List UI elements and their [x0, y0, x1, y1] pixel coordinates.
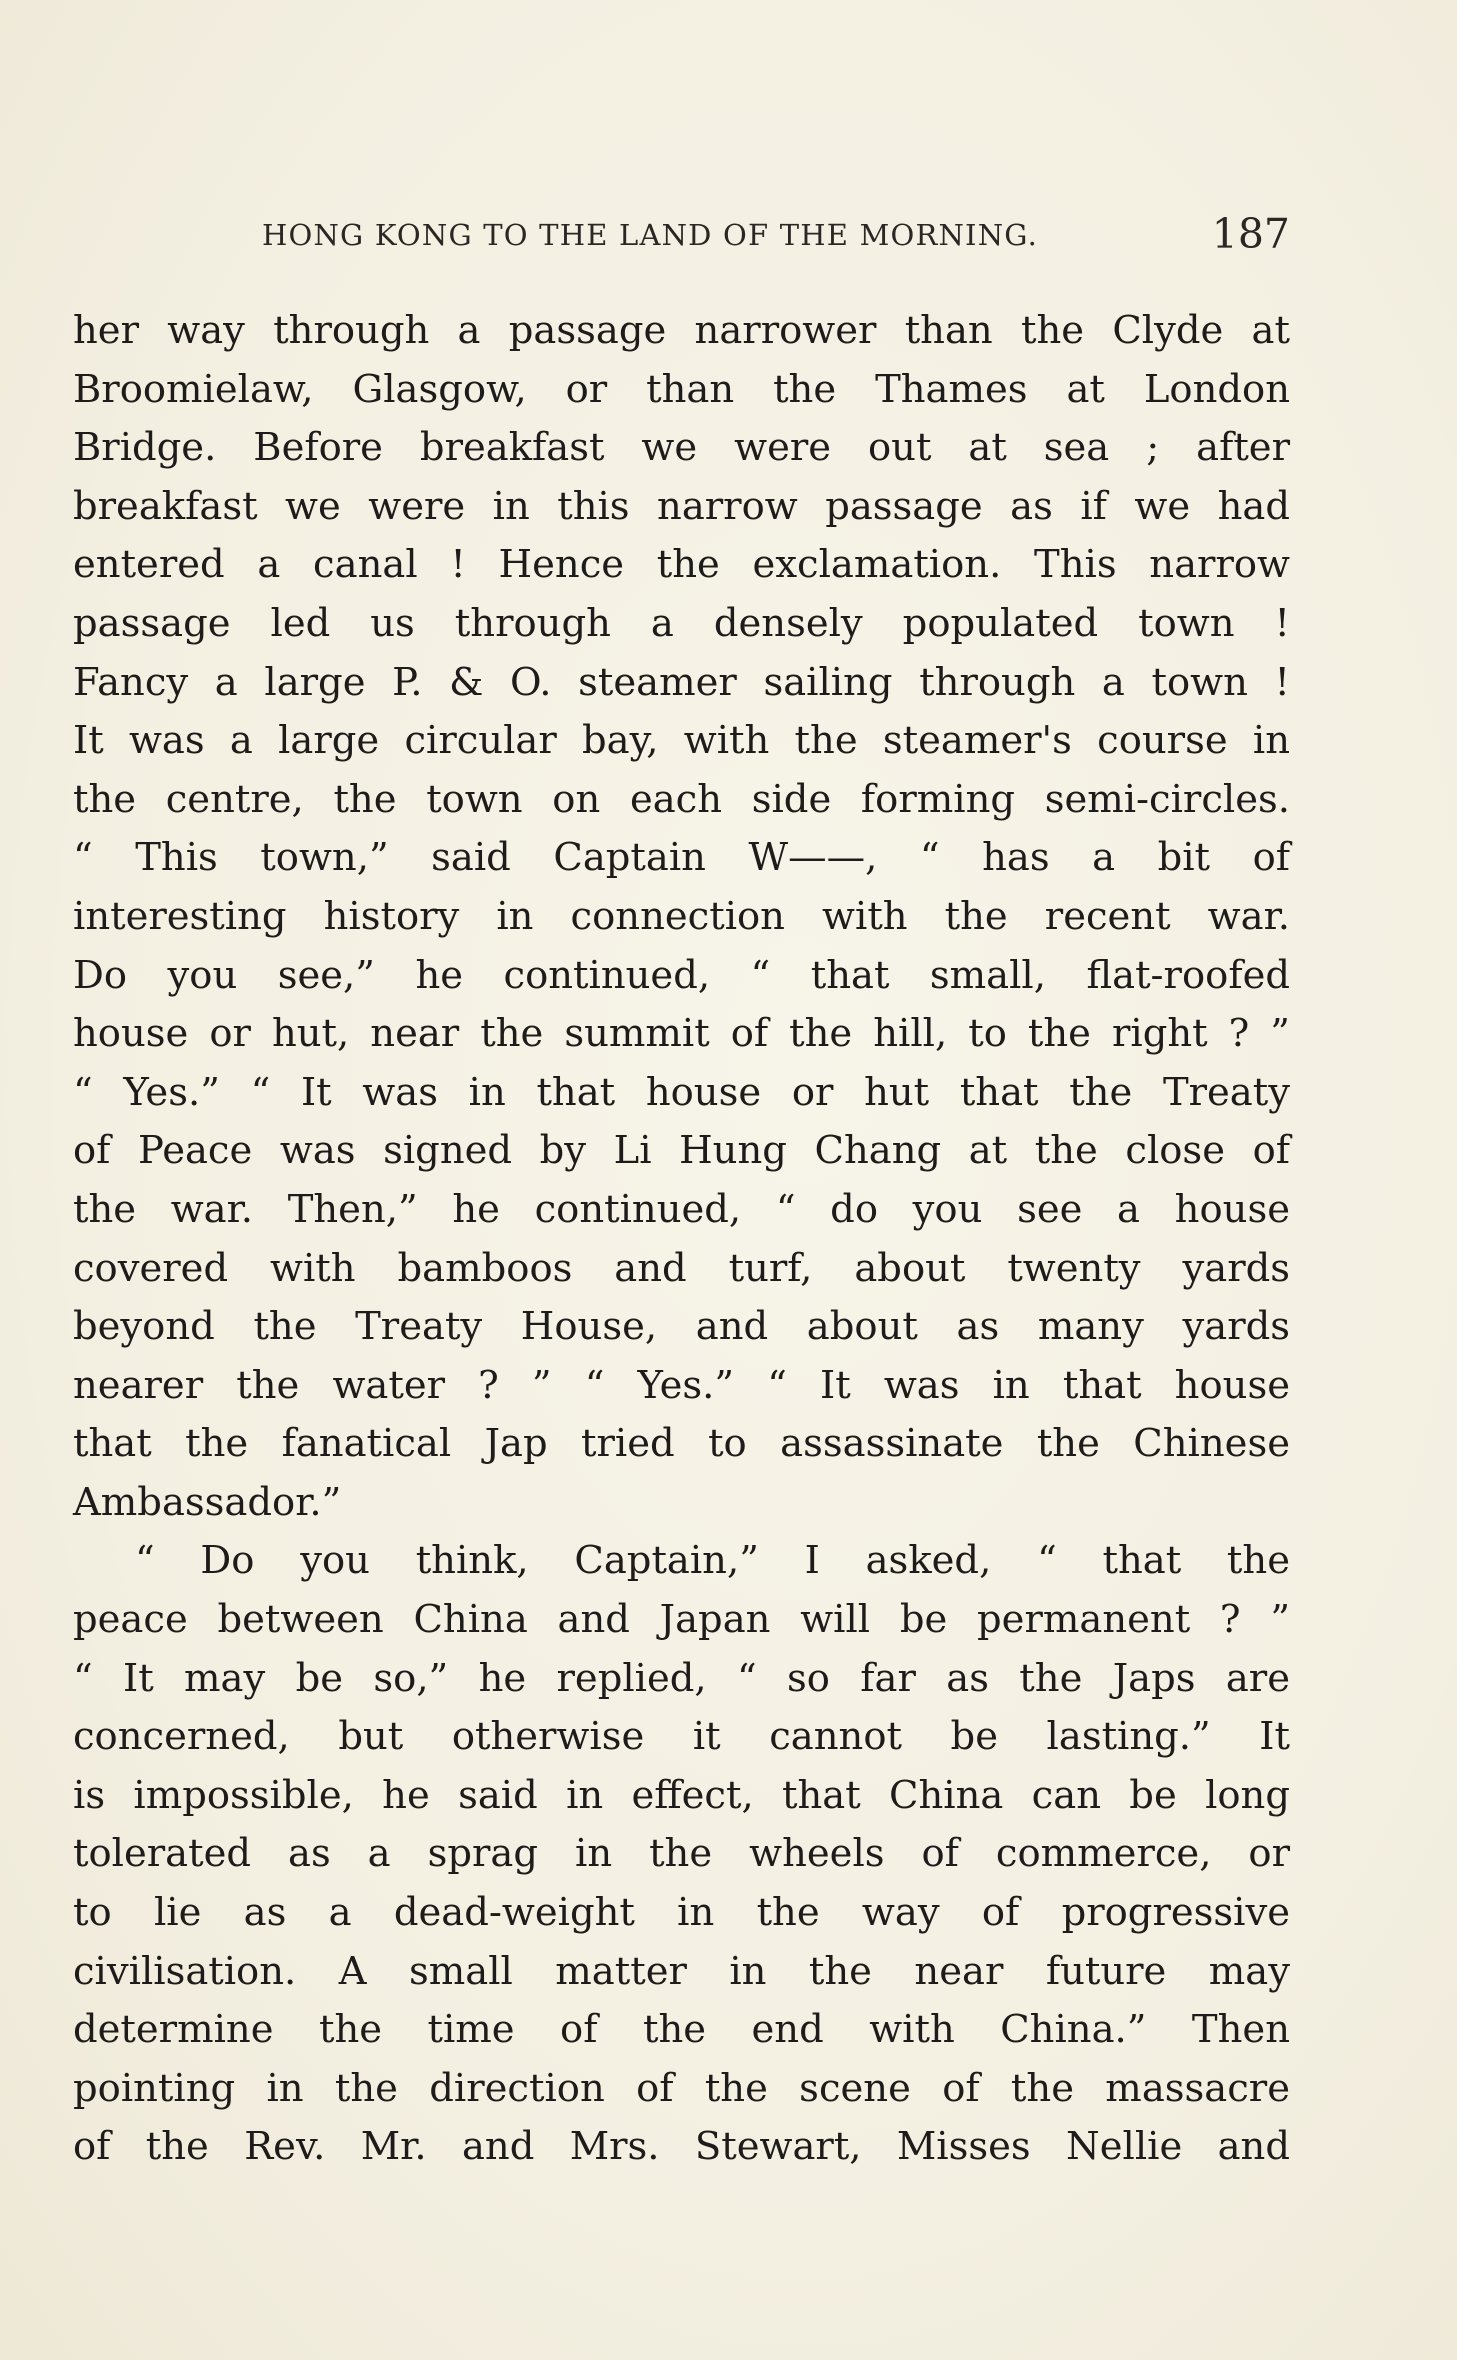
text-line: Bridge. Before breakfast we were out at sea ; after: [73, 425, 1290, 471]
text-line: nearer the water ? ” “ Yes.” “ It was in that house: [73, 1362, 1290, 1408]
text-line: covered with bamboos and turf, about twenty yards: [73, 1245, 1290, 1291]
text-line: “ It may be so,” he replied, “ so far as the Japs are: [73, 1655, 1290, 1701]
text-line: concerned, but otherwise it cannot be lasting.” It: [73, 1714, 1290, 1760]
text-line: the centre, the town on each side forming semi-circles.: [73, 776, 1290, 822]
text-line: “ Do you think, Captain,” I asked, “ that the: [135, 1538, 1290, 1584]
text-line: entered a canal ! Hence the exclamation. This narrow: [73, 542, 1290, 588]
text-line: It was a large circular bay, with the steamer's course in: [73, 718, 1290, 764]
text-line: “ This town,” said Captain W——, “ has a bit of: [73, 835, 1290, 881]
text-line: her way through a passage narrower than the Clyde at: [73, 308, 1290, 353]
text-line: beyond the Treaty House, and about as many yards: [73, 1304, 1290, 1350]
text-line: Broomielaw, Glasgow, or than the Thames at London: [73, 366, 1290, 412]
text-line: Ambassador.”: [73, 1479, 342, 1525]
text-line: of the Rev. Mr. and Mrs. Stewart, Misses Nellie and: [73, 2124, 1290, 2170]
text-line: interesting history in connection with the recent war.: [73, 893, 1290, 939]
text-line: tolerated as a sprag in the wheels of commerce, or: [73, 1831, 1290, 1877]
text-line: that the fanatical Jap tried to assassinate the Chinese: [73, 1421, 1290, 1467]
running-title: HONG KONG TO THE LAND OF THE MORNING.: [262, 218, 1039, 252]
text-line: the war. Then,” he continued, “ do you see a house: [73, 1186, 1290, 1232]
running-head: [262, 210, 1290, 266]
text-line: of Peace was signed by Li Hung Chang at the close of: [73, 1128, 1290, 1174]
text-line: breakfast we were in this narrow passage as if we had: [73, 483, 1290, 529]
body-text: [73, 302, 1290, 2177]
text-line: determine the time of the end with China.” Then: [73, 2007, 1290, 2053]
text-line: is impossible, he said in effect, that China can be long: [73, 1772, 1290, 1818]
text-line: peace between China and Japan will be permanent ? ”: [73, 1597, 1290, 1643]
text-line: Do you see,” he continued, “ that small, flat-roofed: [73, 952, 1290, 998]
text-line: “ Yes.” “ It was in that house or hut that the Treaty: [73, 1069, 1290, 1115]
text-line: to lie as a dead-weight in the way of progressive: [73, 1890, 1290, 1936]
text-line: passage led us through a densely populated town !: [73, 600, 1290, 646]
page-number: 187: [1211, 210, 1290, 258]
text-line: civilisation. A small matter in the near future may: [73, 1948, 1290, 1994]
text-line: pointing in the direction of the scene of the massacre: [73, 2065, 1290, 2111]
text-line: Fancy a large P. & O. steamer sailing through a town !: [73, 659, 1290, 705]
text-line: house or hut, near the summit of the hill, to the right ? ”: [73, 1011, 1290, 1057]
